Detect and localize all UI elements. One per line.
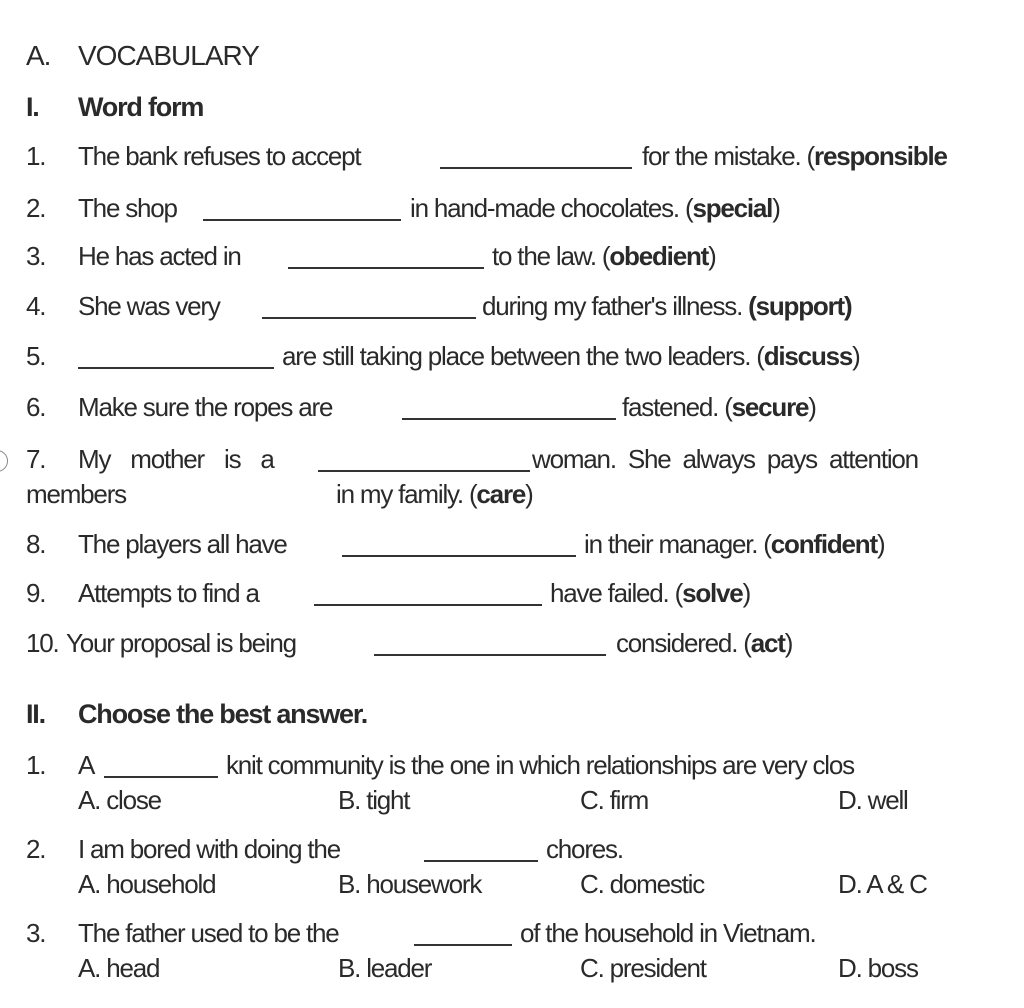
answer-blank[interactable] [262, 317, 476, 319]
answer-blank[interactable] [288, 267, 484, 269]
item-number: 3. [26, 241, 46, 271]
answer-blank[interactable] [104, 776, 218, 778]
option-c[interactable]: C. firm [580, 785, 649, 815]
item-text-before: Attempts to find a [78, 578, 259, 608]
item-number: 8. [26, 529, 46, 559]
answer-blank[interactable] [440, 167, 632, 169]
question-number: 3. [26, 918, 46, 948]
answer-blank[interactable] [414, 944, 512, 946]
answer-blank[interactable] [402, 418, 616, 420]
root-word: obedient [609, 241, 709, 271]
option-b[interactable]: B. housework [338, 869, 482, 899]
section-title: VOCABULARY [78, 40, 259, 71]
root-word: act [750, 628, 785, 658]
item-text-after: considered. (act) [616, 628, 793, 658]
item-text-after: fastened. (secure) [622, 392, 816, 422]
item-text-before: Make sure the ropes are [78, 392, 333, 422]
item-text-before: The bank refuses to accept [78, 141, 361, 171]
answer-blank[interactable] [203, 219, 401, 221]
question-text-before: The father used to be the [78, 918, 339, 948]
item-number: 1. [26, 141, 46, 171]
option-b[interactable]: B. leader [338, 953, 432, 983]
option-a[interactable]: A. head [78, 953, 160, 983]
option-c[interactable]: C. president [580, 953, 706, 983]
item-text-continuation: in my family. (care) [336, 479, 533, 509]
option-d[interactable]: D. A & C [838, 869, 927, 899]
root-word: care [476, 479, 526, 509]
root-word: (support) [748, 291, 852, 321]
question-text-after: of the household in Vietnam. [520, 918, 816, 948]
item-text-continuation: members [26, 479, 126, 509]
item-number: 10. [26, 628, 59, 658]
answer-blank[interactable] [424, 860, 538, 862]
item-number: 5. [26, 341, 46, 371]
item-text-after: to the law. (obedient) [492, 241, 716, 271]
answer-blank[interactable] [78, 367, 274, 369]
item-text-after: for the mistake. (responsible [642, 141, 947, 171]
option-c[interactable]: C. domestic [580, 869, 705, 899]
item-text-after: have failed. (solve) [550, 578, 751, 608]
question-number: 1. [26, 750, 46, 780]
item-number: 7. [26, 444, 46, 474]
option-a[interactable]: A. close [78, 785, 161, 815]
root-word: confident [770, 529, 877, 559]
question-text-after: chores. [546, 834, 623, 864]
item-text-before: The shop [78, 193, 177, 223]
item-text-before: The players all have [78, 529, 287, 559]
item-number: 4. [26, 291, 46, 321]
option-d[interactable]: D. boss [838, 953, 918, 983]
item-number: 6. [26, 392, 46, 422]
part2-title: Choose the best answer. [78, 699, 367, 729]
item-text-after: in their manager. (confident) [584, 529, 885, 559]
part1-title: Word form [78, 92, 204, 122]
part2-number: II. [26, 699, 45, 729]
item-text-before: He has acted in [78, 241, 241, 271]
item-text-after: are still taking place between the two leaders. (discuss) [282, 341, 860, 371]
item-text-before: She was very [78, 291, 220, 321]
root-word: solve [682, 578, 743, 608]
item-number: 9. [26, 578, 46, 608]
root-word: responsible [814, 141, 947, 171]
answer-blank[interactable] [342, 555, 576, 557]
answer-blank[interactable] [318, 470, 530, 472]
root-word: discuss [763, 341, 853, 371]
answer-blank[interactable] [374, 654, 606, 656]
question-number: 2. [26, 834, 46, 864]
option-d[interactable]: D. well [838, 785, 908, 815]
margin-circle-mark [0, 450, 8, 472]
section-letter: A. [26, 40, 51, 71]
question-text-before: I am bored with doing the [78, 834, 340, 864]
item-text-before: Your proposal is being [66, 628, 296, 658]
item-text-after: woman. She always pays attention [532, 444, 918, 474]
answer-blank[interactable] [314, 604, 542, 606]
question-text-after: knit community is the one in which relationships are very clos [226, 750, 854, 780]
item-number: 2. [26, 193, 46, 223]
root-word: secure [731, 392, 809, 422]
item-text-before: My mother is a [78, 444, 274, 474]
part1-number: I. [26, 92, 39, 122]
root-word: special [692, 193, 773, 223]
item-text-after: during my father's illness. (support) [482, 291, 852, 321]
item-text-after: in hand-made chocolates. (special) [410, 193, 780, 223]
option-a[interactable]: A. household [78, 869, 216, 899]
option-b[interactable]: B. tight [338, 785, 410, 815]
question-text-before: A [78, 750, 95, 780]
